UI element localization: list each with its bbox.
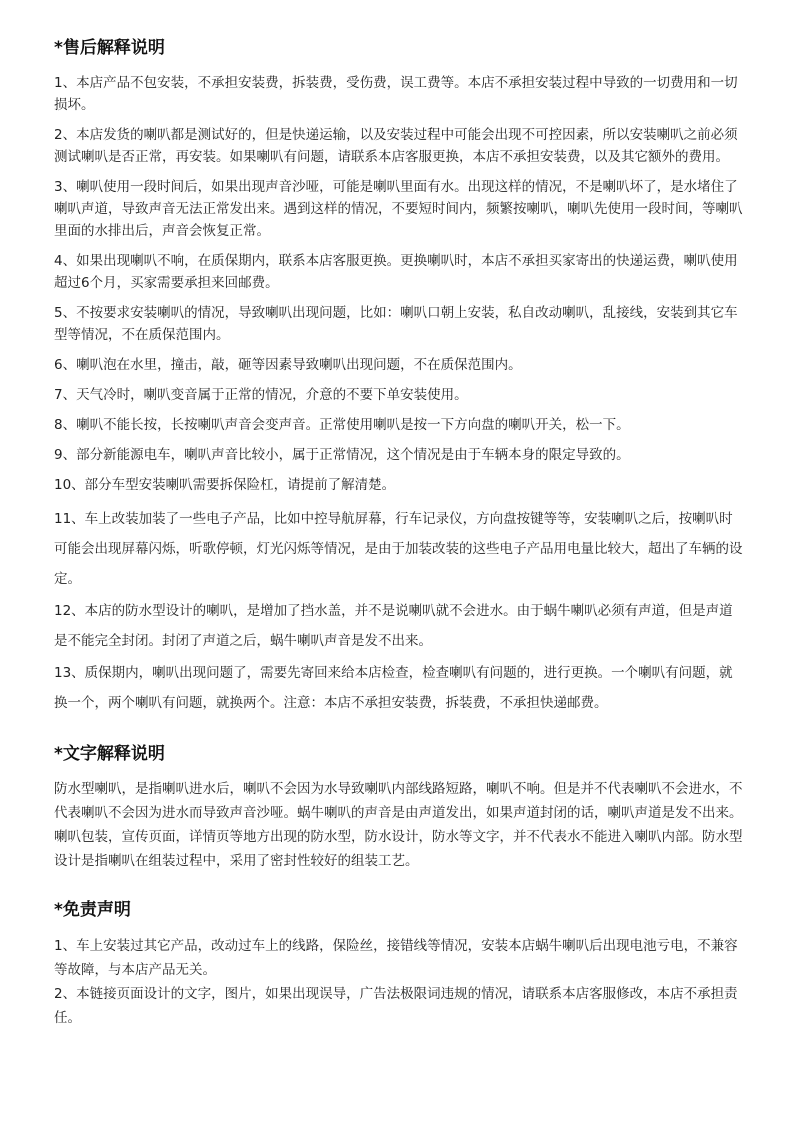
disclaimer-item-1: 1、车上安装过其它产品，改动过车上的线路，保险丝，接错线等情况，安装本店蜗牛喇叭后出现电池亏电，不兼容等故障，与本店产品无关。	[54, 938, 738, 978]
text-explain-title: *文字解释说明	[54, 744, 165, 764]
after-sales-item-7: 7、天气冷时，喇叭变音属于正常的情况，介意的不要下单安装使用。	[54, 387, 468, 403]
text-explain-section	[54, 742, 744, 873]
after-sales-item-1: 1、本店产品不包安装，不承担安装费，拆装费，受伤费，误工费等。本店不承担安装过程中导致的一切费用和一切损坏。	[54, 75, 738, 113]
after-sales-item-8: 8、喇叭不能长按，长按喇叭声音会变声音。正常使用喇叭是按一下方向盘的喇叭开关，松一下。	[54, 417, 630, 433]
after-sales-item-11: 11、车上改装加装了一些电子产品，比如中控导航屏幕，行车记录仪，方向盘按键等等，安装喇叭之后，按喇叭时可能会出现屏幕闪烁，听歌停顿，灯光闪烁等情况，是由于加装改装的这些电子产品用电量比较大，超出了车辆的设定。	[54, 511, 743, 587]
after-sales-item-12: 12、本店的防水型设计的喇叭，是增加了挡水盖，并不是说喇叭就不会进水。由于蜗牛喇叭必须有声道，但是声道是不能完全封闭。封闭了声道之后，蜗牛喇叭声音是发不出来。	[54, 603, 733, 649]
after-sales-item-3: 3、喇叭使用一段时间后，如果出现声音沙哑，可能是喇叭里面有水。出现这样的情况，不是喇叭坏了，是水堵住了喇叭声道，导致声音无法正常发出来。遇到这样的情况，不要短时间内，频繁按喇叭，喇叭先使用一段时间，等喇叭里面的水排出后，声音会恢复正常。	[54, 179, 743, 239]
after-sales-title: *售后解释说明	[54, 38, 165, 58]
after-sales-item-6: 6、喇叭泡在水里，撞击，敲，砸等因素导致喇叭出现问题，不在质保范围内。	[54, 357, 522, 373]
after-sales-section	[54, 36, 744, 718]
disclaimer-section	[54, 898, 744, 1030]
after-sales-item-2: 2、本店发货的喇叭都是测试好的，但是快递运输，以及安装过程中可能会出现不可控因素，所以安装喇叭之前必须测试喇叭是否正常，再安装。如果喇叭有问题，请联系本店客服更换，本店不承担安装费，以及其它额外的费用。	[54, 127, 738, 165]
text-explain-body: 防水型喇叭，是指喇叭进水后，喇叭不会因为水导致喇叭内部线路短路，喇叭不响。但是并不代表喇叭不会进水，不代表喇叭不会因为进水而导致声音沙哑。蜗牛喇叭的声音是由声道发出，如果声道封闭的话，喇叭声道是发不出来。喇叭包装，宣传页面，详情页等地方出现的防水型，防水设计，防水等文字，并不代表水不能进入喇叭内部。防水型设计是指喇叭在组装过程中，采用了密封性较好的组装工艺。	[54, 781, 743, 869]
disclaimer-title: *免责声明	[54, 900, 131, 920]
after-sales-item-5: 5、不按要求安装喇叭的情况，导致喇叭出现问题，比如：喇叭口朝上安装，私自改动喇叭，乱接线，安装到其它车型等情况，不在质保范围内。	[54, 305, 738, 343]
after-sales-item-13: 13、质保期内，喇叭出现问题了，需要先寄回来给本店检查，检查喇叭有问题的，进行更换。一个喇叭有问题，就换一个，两个喇叭有问题，就换两个。注意：本店不承担安装费，拆装费，不承担快递邮费。	[54, 665, 733, 711]
after-sales-item-4: 4、如果出现喇叭不响，在质保期内，联系本店客服更换。更换喇叭时，本店不承担买家寄出的快递运费，喇叭使用超过6个月，买家需要承担来回邮费。	[54, 253, 738, 291]
after-sales-item-9: 9、部分新能源电车，喇叭声音比较小，属于正常情况，这个情况是由于车辆本身的限定导致的。	[54, 447, 630, 463]
disclaimer-item-2: 2、本链接页面设计的文字，图片，如果出现误导，广告法极限词违规的情况，请联系本店客服修改，本店不承担责任。	[54, 986, 738, 1026]
after-sales-item-10: 10、部分车型安装喇叭需要拆保险杠，请提前了解清楚。	[54, 477, 396, 493]
